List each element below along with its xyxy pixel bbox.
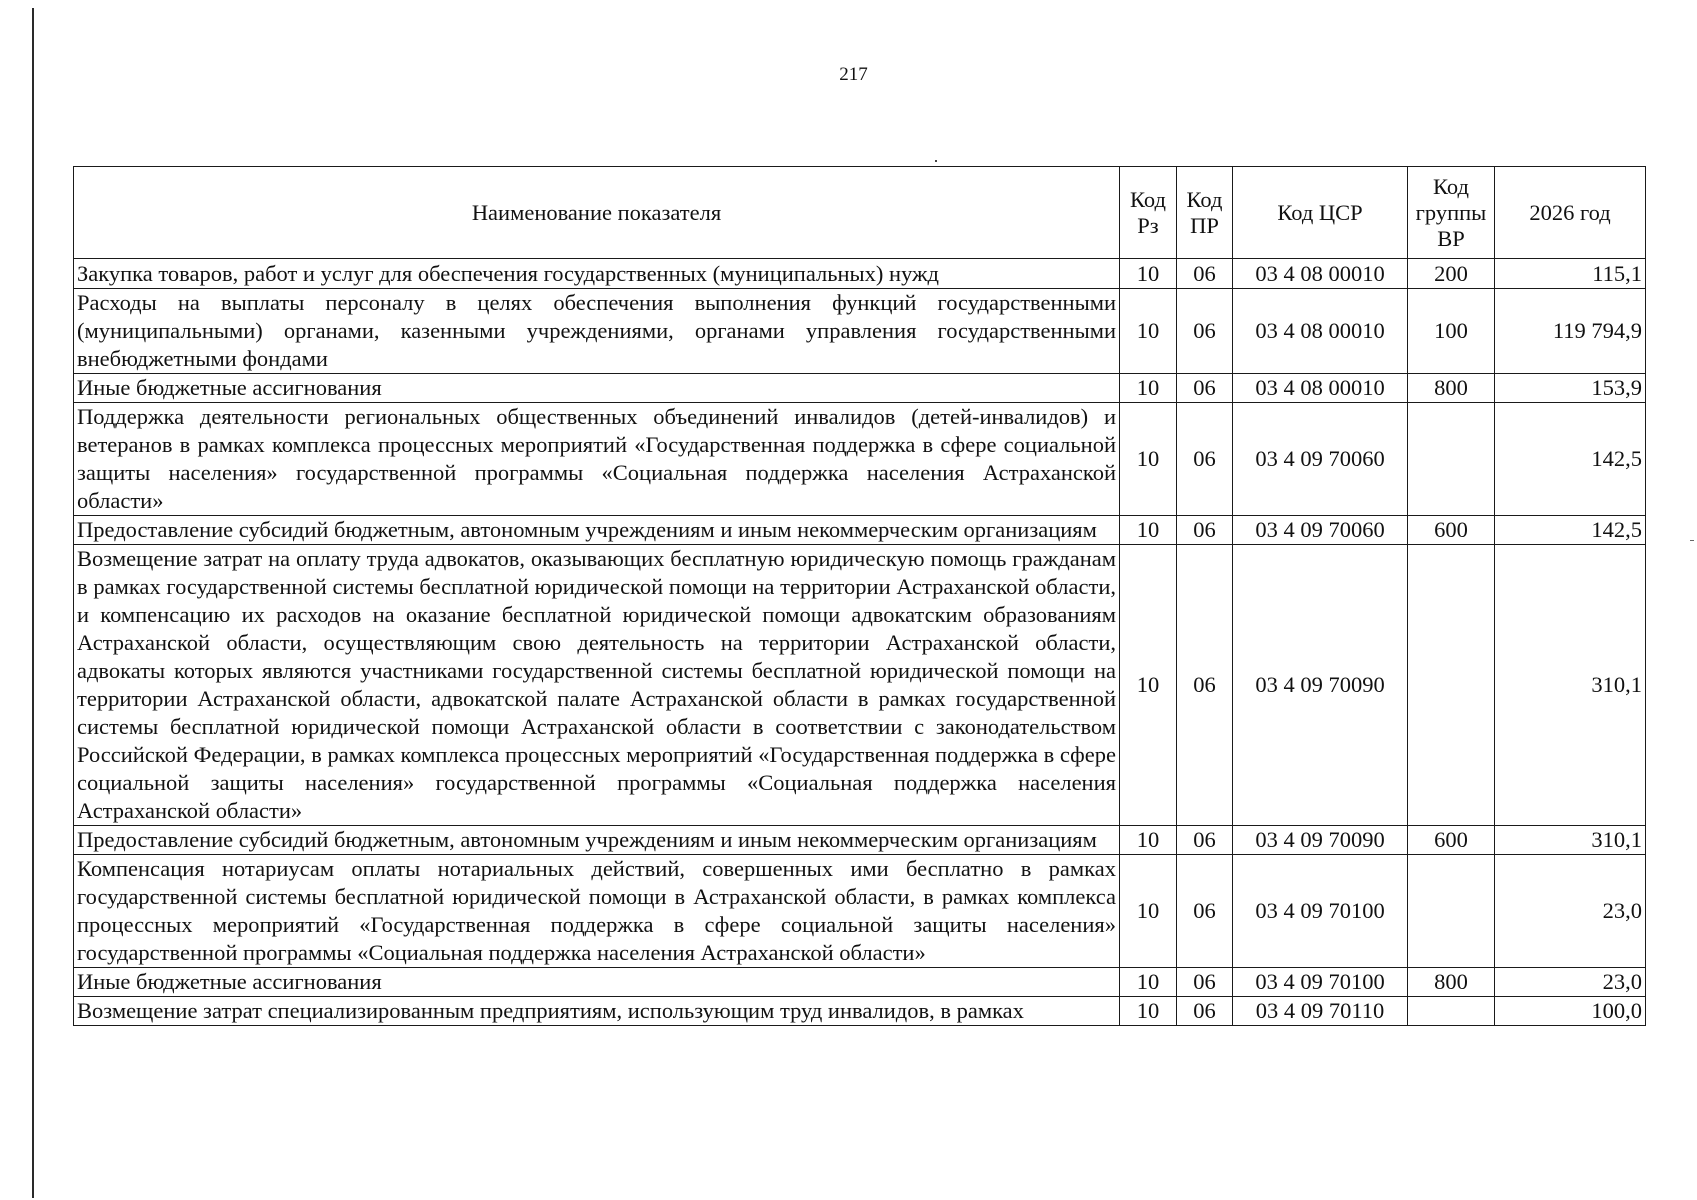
- row-pr: 06: [1177, 545, 1233, 826]
- row-amount: 115,1: [1495, 259, 1646, 289]
- row-amount: 153,9: [1495, 374, 1646, 403]
- row-pr: 06: [1177, 516, 1233, 545]
- row-vr: 100: [1408, 289, 1495, 374]
- row-name: Возмещение затрат на оплату труда адвокатов, оказывающих бесплатную юридическую помощь гражданам в рамках государственной системы бесплатной юридической помощи на территории Астраханской области, и компенсацию их расходов на оказание бесплатной юридической помощи адвокатским образованиям Астраханской области, осуществляющим свою деятельность на территории Астраханской области, адвокаты которых являются участниками государственной системы бесплатной юридической помощи на территории Астраханской области, адвокатской палате Астраханской области в рамках государственной системы бесплатной юридической помощи Астраханской области в соответствии с законодательством Российской Федерации, в рамках комплекса процессных мероприятий «Государственная поддержка в сфере социальной защиты населения» государственной программы «Социальная поддержка населения Астраханской области»: [74, 545, 1120, 826]
- row-csr: 03 4 08 00010: [1233, 374, 1408, 403]
- row-name: Возмещение затрат специализированным предприятиям, использующим труд инвалидов, в рамках: [74, 997, 1120, 1026]
- row-csr: 03 4 09 70100: [1233, 855, 1408, 968]
- row-amount: 142,5: [1495, 403, 1646, 516]
- table-row: [74, 516, 1646, 545]
- row-rz: 10: [1120, 403, 1177, 516]
- row-amount: 142,5: [1495, 516, 1646, 545]
- row-rz: 10: [1120, 968, 1177, 997]
- header-rz: Код Рз: [1120, 167, 1177, 259]
- row-vr: 600: [1408, 516, 1495, 545]
- row-csr: 03 4 09 70110: [1233, 997, 1408, 1026]
- row-vr: 600: [1408, 826, 1495, 855]
- table-row: [74, 826, 1646, 855]
- table-row: [74, 374, 1646, 403]
- row-amount: 23,0: [1495, 855, 1646, 968]
- row-vr: 800: [1408, 374, 1495, 403]
- row-name: Закупка товаров, работ и услуг для обеспечения государственных (муниципальных) нужд: [74, 259, 1120, 289]
- row-name: Иные бюджетные ассигнования: [74, 968, 1120, 997]
- row-vr: 200: [1408, 259, 1495, 289]
- row-pr: 06: [1177, 997, 1233, 1026]
- table-row: [74, 855, 1646, 968]
- row-pr: 06: [1177, 289, 1233, 374]
- row-pr: 06: [1177, 968, 1233, 997]
- scan-speck: [935, 160, 937, 162]
- row-csr: 03 4 09 70090: [1233, 545, 1408, 826]
- header-pr: Код ПР: [1177, 167, 1233, 259]
- row-name: Поддержка деятельности региональных общественных объединений инвалидов (детей-инвалидов) и ветеранов в рамках комплекса процессных мероприятий «Государственная поддержка в сфере социальной защиты населения» государственной программы «Социальная поддержка населения Астраханской области»: [74, 403, 1120, 516]
- table-row: [74, 403, 1646, 516]
- row-vr: [1408, 545, 1495, 826]
- row-csr: 03 4 08 00010: [1233, 259, 1408, 289]
- table-row: [74, 968, 1646, 997]
- row-csr: 03 4 09 70060: [1233, 516, 1408, 545]
- row-amount: 119 794,9: [1495, 289, 1646, 374]
- row-rz: 10: [1120, 826, 1177, 855]
- row-name: Предоставление субсидий бюджетным, автономным учреждениям и иным некоммерческим организациям: [74, 516, 1120, 545]
- header-csr: Код ЦСР: [1233, 167, 1408, 259]
- row-csr: 03 4 09 70060: [1233, 403, 1408, 516]
- row-rz: 10: [1120, 997, 1177, 1026]
- row-amount: 100,0: [1495, 997, 1646, 1026]
- row-name: Предоставление субсидий бюджетным, автономным учреждениям и иным некоммерческим организациям: [74, 826, 1120, 855]
- row-rz: 10: [1120, 289, 1177, 374]
- row-vr: [1408, 403, 1495, 516]
- header-vr: Код группы ВР: [1408, 167, 1495, 259]
- row-vr: [1408, 855, 1495, 968]
- row-name: Расходы на выплаты персоналу в целях обеспечения выполнения функций государственными (муниципальными) органами, казенными учреждениями, органами управления государственными внебюджетными фондами: [74, 289, 1120, 374]
- row-vr: 800: [1408, 968, 1495, 997]
- row-rz: 10: [1120, 259, 1177, 289]
- row-pr: 06: [1177, 826, 1233, 855]
- binding-edge-line: [32, 8, 34, 1198]
- scan-speck-margin: [1690, 540, 1694, 541]
- row-amount: 310,1: [1495, 826, 1646, 855]
- row-amount: 310,1: [1495, 545, 1646, 826]
- row-rz: 10: [1120, 855, 1177, 968]
- row-pr: 06: [1177, 403, 1233, 516]
- page-number: 217: [839, 64, 868, 85]
- row-rz: 10: [1120, 516, 1177, 545]
- table-row: [74, 997, 1646, 1026]
- row-pr: 06: [1177, 374, 1233, 403]
- row-rz: 10: [1120, 374, 1177, 403]
- row-amount: 23,0: [1495, 968, 1646, 997]
- header-name: Наименование показателя: [74, 167, 1120, 259]
- row-name: Компенсация нотариусам оплаты нотариальных действий, совершенных ими бесплатно в рамках государственной системы бесплатной юридической помощи в Астраханской области, в рамках комплекса процессных мероприятий «Государственная поддержка в сфере социальной защиты населения» государственной программы «Социальная поддержка населения Астраханской области»: [74, 855, 1120, 968]
- row-vr: [1408, 997, 1495, 1026]
- table-row: [74, 259, 1646, 289]
- table-header-row: [74, 167, 1646, 259]
- row-csr: 03 4 09 70100: [1233, 968, 1408, 997]
- table-row: [74, 545, 1646, 826]
- row-csr: 03 4 08 00010: [1233, 289, 1408, 374]
- row-pr: 06: [1177, 259, 1233, 289]
- row-rz: 10: [1120, 545, 1177, 826]
- header-year: 2026 год: [1495, 167, 1646, 259]
- row-name: Иные бюджетные ассигнования: [74, 374, 1120, 403]
- table-row: [74, 289, 1646, 374]
- row-csr: 03 4 09 70090: [1233, 826, 1408, 855]
- budget-allocation-table: [73, 166, 1646, 1026]
- row-pr: 06: [1177, 855, 1233, 968]
